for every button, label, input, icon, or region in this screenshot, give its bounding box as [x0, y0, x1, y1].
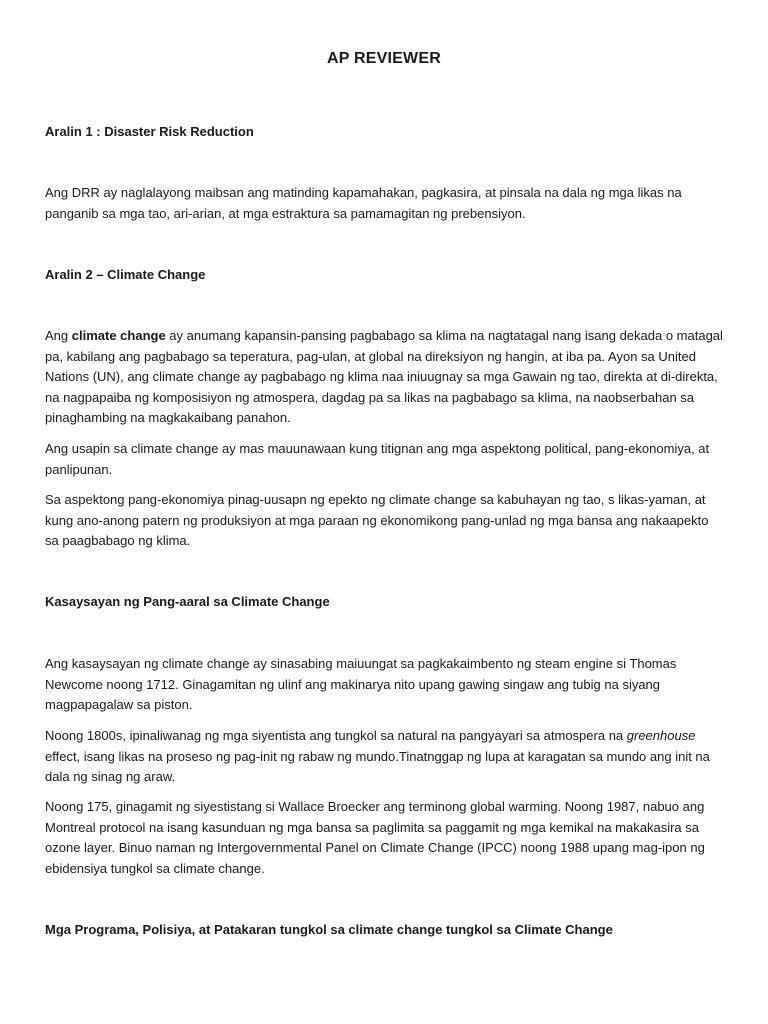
paragraph-global-warming-history: Noong 175, ginagamit ng siyestistang si Wallace Broecker ang terminong global warming. Noong 1987, nabuo ang Montreal protocol na isang kasunduan ng mga bansa sa paglimita sa paggamit ng mga kemikal na makakasira sa ozone layer. Binuo naman ng Intergovernmental Panel on Climate Change (IPCC) noong 1988 upang mag-ipon ng ebidensiya tungkol sa climate change.	[45, 799, 705, 876]
document-title: AP REVIEWER	[327, 50, 441, 67]
section-heading-aralin-2: Aralin 2 – Climate Change	[45, 267, 206, 282]
section-heading-aralin-1: Aralin 1 : Disaster Risk Reduction	[45, 124, 254, 139]
paragraph-economic-aspect: Sa aspektong pang-ekonomiya pinag-uusapn ng epekto ng climate change sa kabuhayan ng tao, s likas-yaman, at kung ano-anong patern ng produksiyon at mga paraan ng ekonomikong pang-unlad ng mga bansa ang nakaapekto sa paagbabago ng klima.	[45, 492, 709, 548]
section-heading-kasaysayan: Kasaysayan ng Pang-aaral sa Climate Change	[45, 594, 330, 609]
italic-term-greenhouse: greenhouse	[626, 728, 696, 743]
paragraph-greenhouse-effect	[45, 726, 725, 788]
paragraph-drr: Ang DRR ay naglalayong maibsan ang matinding kapamahakan, pagkasira, at pinsala na dala ng mga likas na panganib sa mga tao, ari-arian, at mga estraktura sa pamamagitan ng prebensiyon.	[45, 185, 682, 221]
paragraph-text: Ang	[45, 328, 72, 343]
bold-term-climate-change: climate change	[71, 328, 166, 343]
paragraph-text: effect, isang likas na proseso ng pag-init ng rabaw ng mundo.Tinatnggap ng lupa at karagatan sa mundo ang init na dala ng sinag ng araw.	[45, 748, 710, 784]
paragraph-text: ay anumang kapansin-pansing pagbabago sa klima na nagtatagal nang isang dekada o matagal pa, kabilang ang pagbabago sa teperatura, pag-ulan, at global na direksiyon ng hangin, at iba pa. Ayon sa United Nations (UN), ang climate change ay pagbabago ng klima naa iniuugnay sa mga Gawain ng tao, direkta at di-direkta, na nagpapaiba ng komposisiyon ng atmospera, dagdag pa sa likas na pagbabago sa klima, na naobserbahan sa pinaghambing na magkakaibang panahon.	[45, 328, 723, 425]
section-heading-mga-programa: Mga Programa, Polisiya, at Patakaran tungkol sa climate change tungkol sa Climate Change	[45, 922, 613, 937]
paragraph-text: Noong 1800s, ipinaliwanag ng mga siyentista ang tungkol sa natural na pangyayari sa atmospera na	[45, 728, 627, 743]
paragraph-climate-change-definition	[45, 326, 725, 429]
paragraph-history-steam-engine: Ang kasaysayan ng climate change ay sinasabing maiuungat sa pagkakaimbento ng steam engine si Thomas Newcome noong 1712. Ginagamitan ng ulinf ang makinarya nito upang gawing singaw ang tubig na siyang magpapagalaw sa piston.	[45, 656, 677, 712]
paragraph-climate-change-aspects: Ang usapin sa climate change ay mas mauunawaan kung titignan ang mga aspektong political, pang-ekonomiya, at panlipunan.	[45, 441, 710, 477]
